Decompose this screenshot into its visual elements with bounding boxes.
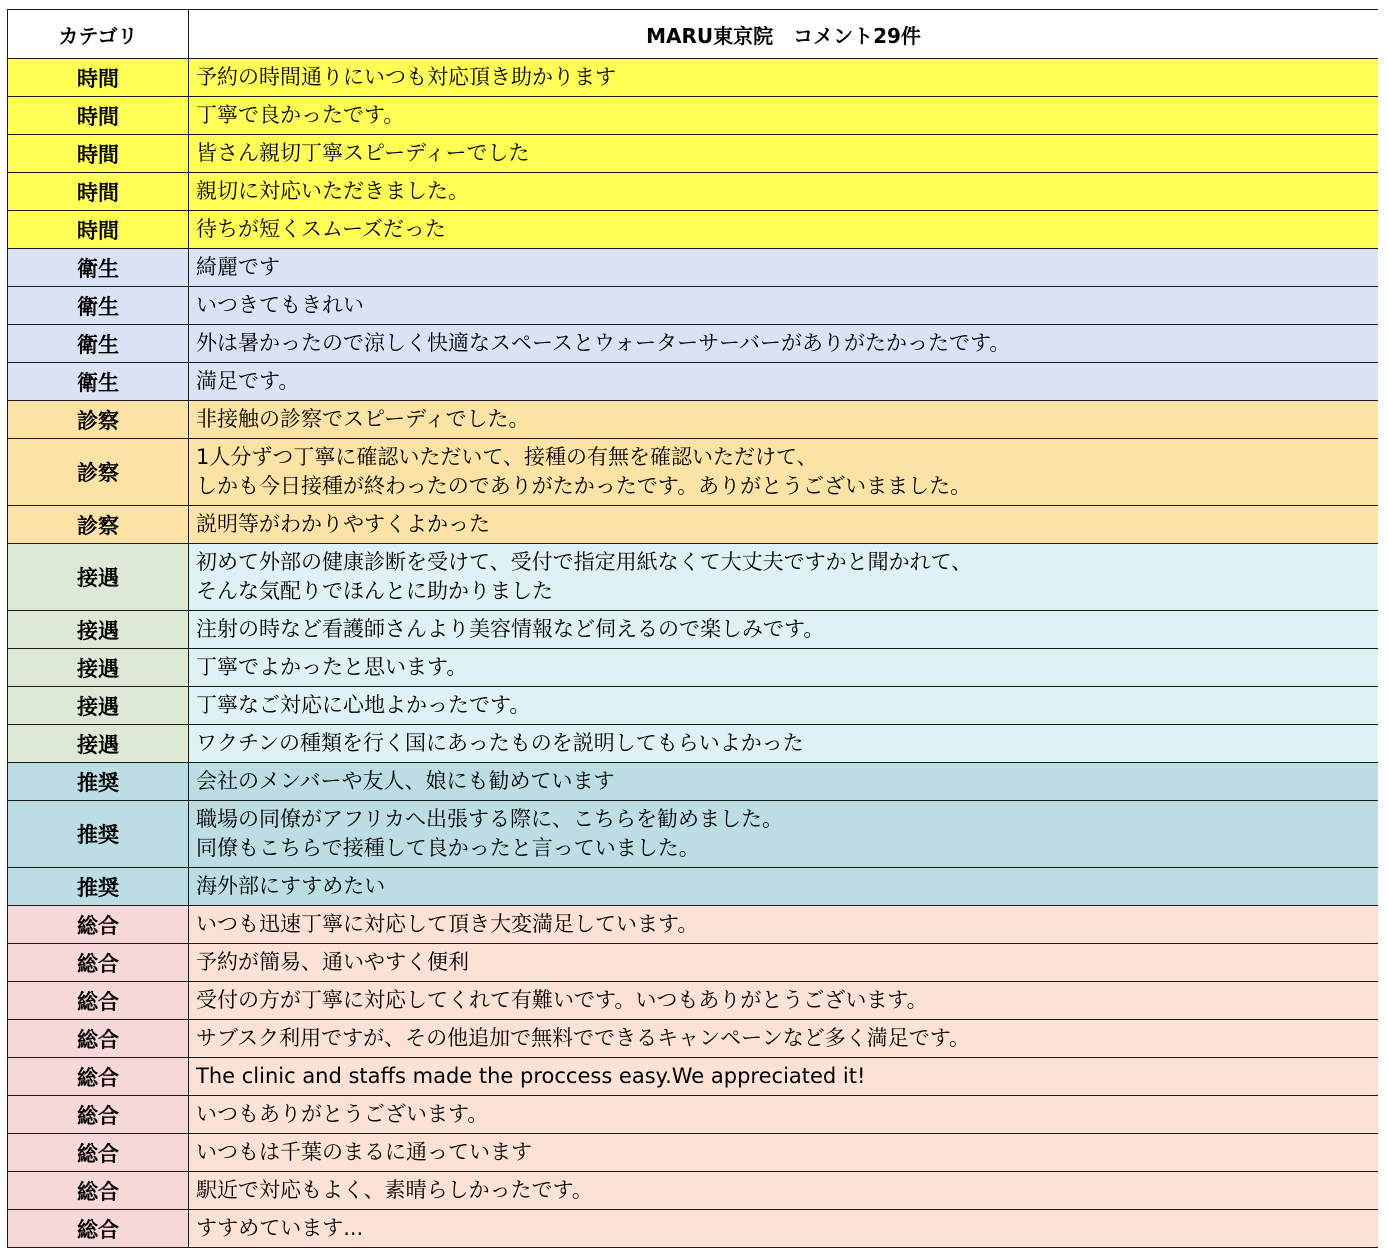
table-row xyxy=(8,135,1379,173)
category-cell: 衛生 xyxy=(8,287,189,325)
category-cell: 衛生 xyxy=(8,249,189,287)
table-row xyxy=(8,1058,1379,1096)
category-cell: 時間 xyxy=(8,173,189,211)
category-cell: 時間 xyxy=(8,97,189,135)
category-cell: 総合 xyxy=(8,906,189,944)
table-row xyxy=(8,1020,1379,1058)
table-row xyxy=(8,1096,1379,1134)
category-cell: 時間 xyxy=(8,135,189,173)
table-row xyxy=(8,763,1379,801)
comment-cell: 注射の時など看護師さんより美容情報など伺えるので楽しみです。 xyxy=(189,611,1379,649)
category-cell: 推奨 xyxy=(8,763,189,801)
comment-cell: 海外部にすすめたい xyxy=(189,868,1379,906)
comment-cell: 親切に対応いただきました。 xyxy=(189,173,1379,211)
category-cell: 接遇 xyxy=(8,725,189,763)
table-row xyxy=(8,1172,1379,1210)
comment-cell: いつもは千葉のまるに通っています xyxy=(189,1134,1379,1172)
comment-cell: 駅近で対応もよく、素晴らしかったです。 xyxy=(189,1172,1379,1210)
comment-cell: ワクチンの種類を行く国にあったものを説明してもらいよかった xyxy=(189,725,1379,763)
category-cell: 総合 xyxy=(8,1210,189,1248)
comment-cell: 職場の同僚がアフリカへ出張する際に、こちらを勧めました。 同僚もこちらで接種して良かったと言っていました。 xyxy=(189,801,1379,868)
category-column-header: カテゴリ xyxy=(8,10,189,59)
comment-cell: 待ちが短くスムーズだった xyxy=(189,211,1379,249)
table-row xyxy=(8,1134,1379,1172)
comment-cell: すすめています... xyxy=(189,1210,1379,1248)
category-cell: 接遇 xyxy=(8,544,189,611)
table-row xyxy=(8,649,1379,687)
category-cell: 診察 xyxy=(8,401,189,439)
comment-cell: 満足です。 xyxy=(189,363,1379,401)
table-row xyxy=(8,868,1379,906)
category-cell: 時間 xyxy=(8,211,189,249)
comment-cell: いつもありがとうございます。 xyxy=(189,1096,1379,1134)
comment-cell: The clinic and staffs made the proccess easy.We appreciated it! xyxy=(189,1058,1379,1096)
comment-cell: 丁寧なご対応に心地よかったです。 xyxy=(189,687,1379,725)
comment-cell: 説明等がわかりやすくよかった xyxy=(189,506,1379,544)
table-row xyxy=(8,1210,1379,1248)
category-cell: 診察 xyxy=(8,506,189,544)
header-row xyxy=(8,10,1379,59)
table-row xyxy=(8,173,1379,211)
table-row xyxy=(8,611,1379,649)
comment-cell: 綺麗です xyxy=(189,249,1379,287)
table-row xyxy=(8,906,1379,944)
comment-cell: いつも迅速丁寧に対応して頂き大変満足しています。 xyxy=(189,906,1379,944)
table-body xyxy=(8,59,1379,1248)
category-cell: 時間 xyxy=(8,59,189,97)
category-cell: 接遇 xyxy=(8,649,189,687)
comment-cell: 予約が簡易、通いやすく便利 xyxy=(189,944,1379,982)
table-row xyxy=(8,506,1379,544)
category-cell: 推奨 xyxy=(8,868,189,906)
category-cell: 衛生 xyxy=(8,325,189,363)
comment-cell: 丁寧でよかったと思います。 xyxy=(189,649,1379,687)
category-cell: 総合 xyxy=(8,1172,189,1210)
comments-column-header: MARU東京院 コメント29件 xyxy=(189,10,1379,59)
comment-cell: 皆さん親切丁寧スピーディーでした xyxy=(189,135,1379,173)
category-cell: 総合 xyxy=(8,1134,189,1172)
table-row xyxy=(8,725,1379,763)
comment-cell: 非接触の診察でスピーディでした。 xyxy=(189,401,1379,439)
table-row xyxy=(8,59,1379,97)
table-row xyxy=(8,439,1379,506)
table-row xyxy=(8,97,1379,135)
table-row xyxy=(8,401,1379,439)
category-cell: 総合 xyxy=(8,1096,189,1134)
category-cell: 総合 xyxy=(8,1058,189,1096)
comment-cell: 会社のメンバーや友人、娘にも勧めています xyxy=(189,763,1379,801)
category-cell: 衛生 xyxy=(8,363,189,401)
comment-cell: 初めて外部の健康診断を受けて、受付で指定用紙なくて大丈夫ですかと聞かれて、 そんな気配りでほんとに助かりました xyxy=(189,544,1379,611)
category-cell: 接遇 xyxy=(8,611,189,649)
comment-cell: 予約の時間通りにいつも対応頂き助かります xyxy=(189,59,1379,97)
category-cell: 推奨 xyxy=(8,801,189,868)
table-row xyxy=(8,287,1379,325)
category-cell: 総合 xyxy=(8,982,189,1020)
table-row xyxy=(8,325,1379,363)
category-cell: 診察 xyxy=(8,439,189,506)
comment-cell: サブスク利用ですが、その他追加で無料でできるキャンペーンなど多く満足です。 xyxy=(189,1020,1379,1058)
category-cell: 接遇 xyxy=(8,687,189,725)
table-row xyxy=(8,982,1379,1020)
table-row xyxy=(8,249,1379,287)
category-cell: 総合 xyxy=(8,944,189,982)
comments-table xyxy=(7,9,1379,1248)
table-row xyxy=(8,363,1379,401)
table-row xyxy=(8,944,1379,982)
table-row xyxy=(8,687,1379,725)
table-row xyxy=(8,801,1379,868)
sheet-margin xyxy=(1378,9,1388,1256)
category-cell: 総合 xyxy=(8,1020,189,1058)
table-row xyxy=(8,544,1379,611)
comment-cell: 外は暑かったので涼しく快適なスペースとウォーターサーバーがありがたかったです。 xyxy=(189,325,1379,363)
comment-cell: 受付の方が丁寧に対応してくれて有難いです。いつもありがとうございます。 xyxy=(189,982,1379,1020)
comment-cell: 1人分ずつ丁寧に確認いただいて、接種の有無を確認いただけて、 しかも今日接種が終わったのでありがたかったです。ありがとうございまました。 xyxy=(189,439,1379,506)
comment-cell: いつきてもきれい xyxy=(189,287,1379,325)
table-header xyxy=(8,10,1379,59)
comment-cell: 丁寧で良かったです。 xyxy=(189,97,1379,135)
table-row xyxy=(8,211,1379,249)
